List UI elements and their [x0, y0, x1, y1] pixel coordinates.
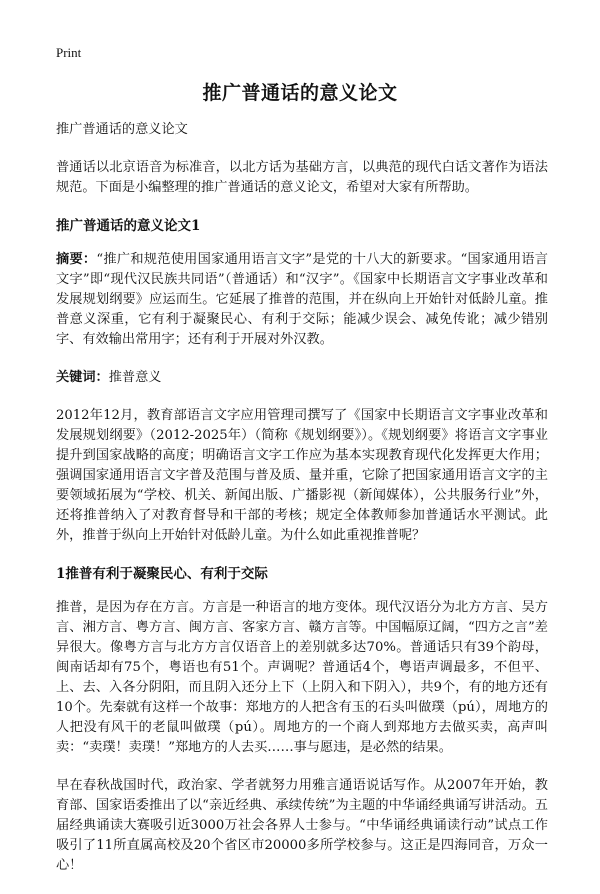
abstract-label: 摘要：: [56, 252, 97, 267]
print-link[interactable]: Print: [56, 45, 82, 60]
section-heading-1: 推广普通话的意义论文1: [56, 218, 201, 234]
abstract-text: “推广和规范使用国家通用语言文字”是党的十八大的新要求。“国家通用语言文字”即“现代汉民族共同语”（普通话）和“汉字”。《国家中长期语言文字事业改革和发展规划纲要》应运而生。它延展了推普的范围，并在纵向上开始针对低龄儿童。推普意义深重，它有利于凝聚民心、有利于交际；能减少误会、减免传讹；减少错别字、有效输出常用字；还有利于开展对外汉教。: [56, 252, 548, 347]
abstract-paragraph: [56, 250, 548, 350]
policy-paragraph: 2012年12月，教育部语言文字应用管理司撰写了《国家中长期语言文字事业改革和发展规划纲要》（2012-2025年）（简称《规划纲要》）。《规划纲要》将语言文字事业提升到国家战略的高度；明确语言文字工作应为基本实现教育现代化发挥更大作用；强调国家通用语言文字普及范围与普及质、量并重，它除了把国家通用语言文字的主要领域拓展为“学校、机关、新闻出版、广播影视（新闻媒体），公共服务行业”外，还将推普纳入了对教育督导和干部的考核；规定全体教师参加普通话水平测试。此外，推普于纵向上开始针对低龄儿童。为什么如此重视推普呢？: [56, 408, 548, 543]
article-subtitle: 推广普通话的意义论文: [56, 122, 188, 137]
article-body: [56, 120, 548, 894]
intro-paragraph: 普通话以北京语音为标准音，以北方话为基础方言，以典范的现代白话文著作为语法规范。下面是小编整理的推广普通话的意义论文，希望对大家有所帮助。: [56, 160, 548, 195]
dialects-paragraph: 推普，是因为存在方言。方言是一种语言的地方变体。现代汉语分为北方方言、吴方言、湘方言、粤方言、闽方言、客家方言、赣方言等。中国幅原辽阔，“四方之言”差异很大。像粤方言与北方方言仅语音上的差别就多达70%。普通话只有39个韵母，闽南话却有75个，粤语也有51个。声调呢？普通话4个，粤语声调最多，不但平、上、去、入各分阴阳，而且阴入还分上下（上阴入和下阴入），共9个，有的地方还有10个。先秦就有这样一个故事：郑地方的人把含有玉的石头叫做璞（pú），周地方的人把没有风干的老鼠叫做璞（pú）。周地方的一个商人到郑地方去做买卖，高声叫卖：“卖璞！卖璞！”郑地方的人去买……事与愿违，是必然的结果。: [56, 600, 548, 755]
section-heading-2: 1推普有利于凝聚民心、有利于交际: [56, 566, 268, 582]
keywords-label: 关键词：: [56, 370, 109, 385]
page-title: 推广普通话的意义论文: [202, 82, 398, 104]
history-paragraph: 早在春秋战国时代，政治家、学者就努力用雅言通语说话写作。从2007年开始，教育部、国家语委推出了以“亲近经典、承续传统”为主题的中华诵经典诵写讲活动。五届经典诵读大赛吸引近3000万社会各界人士参与。“中华诵经典诵读行动”试点工作吸引了11所直属高校及20个省区市20000多所学校参与。这正是四海同音，万众一心！: [56, 778, 548, 873]
keywords-text: 推普意义: [108, 370, 162, 385]
keywords-paragraph: [56, 368, 548, 388]
